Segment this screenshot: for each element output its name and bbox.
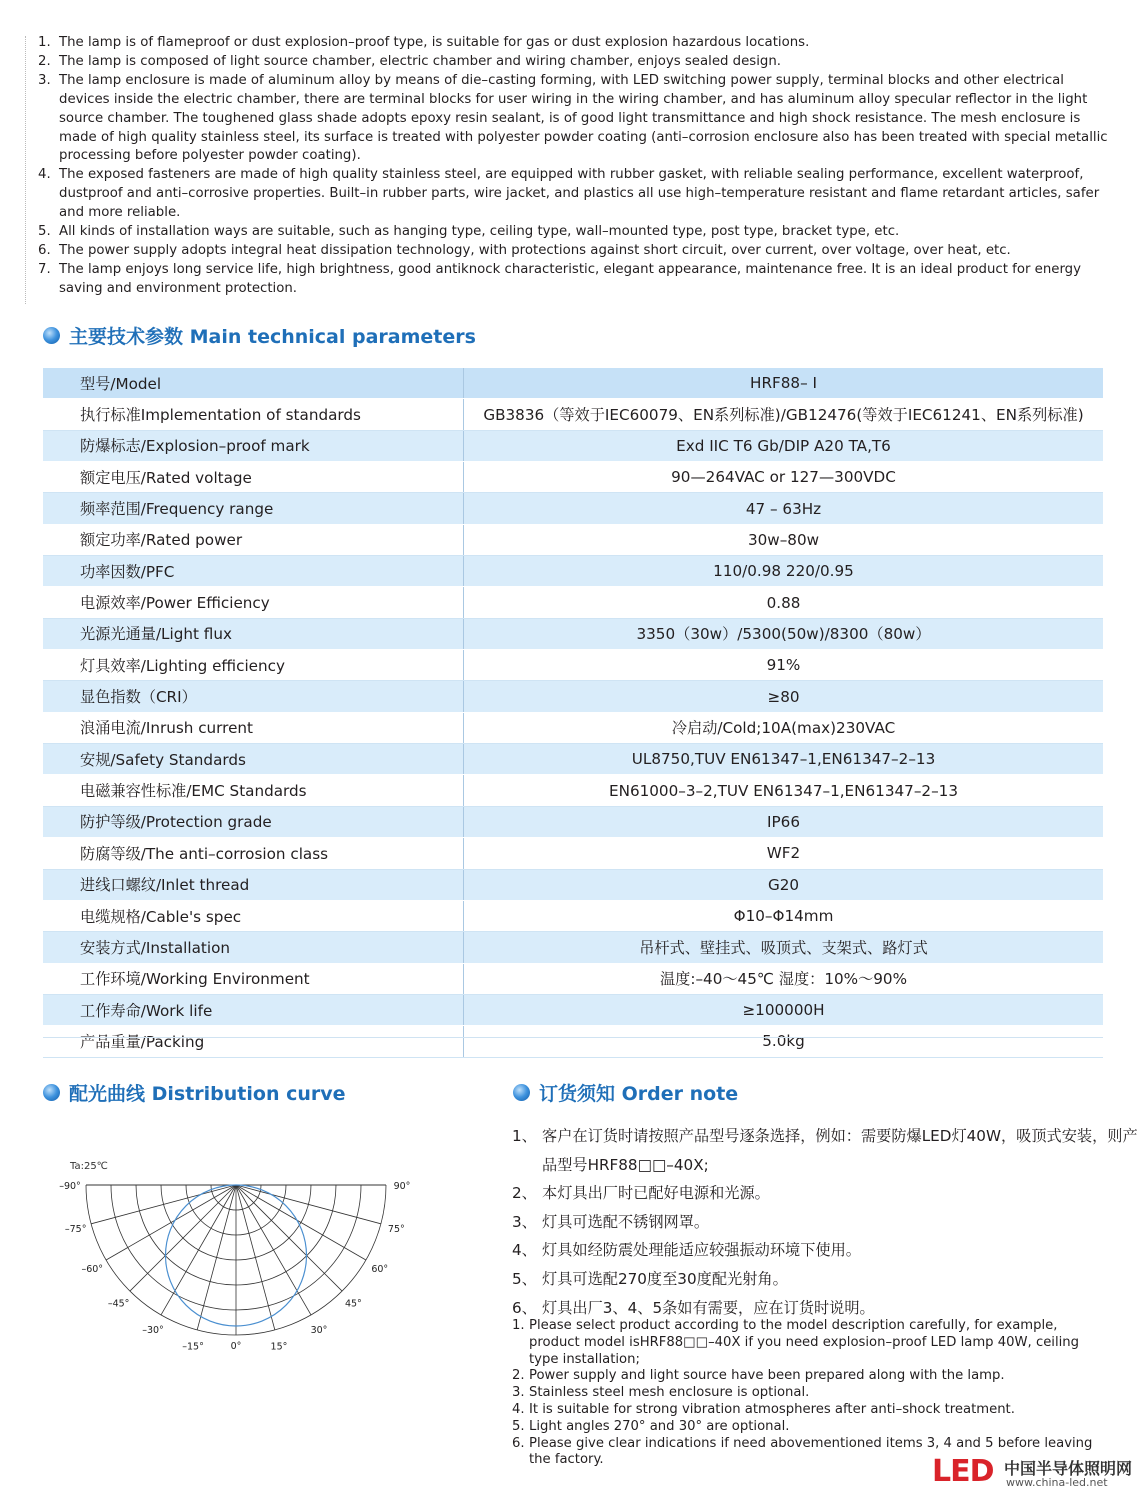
param-value: 0.88 — [464, 587, 1104, 618]
order-section-title: 订货须知 Order note — [513, 1079, 738, 1106]
param-label: 防腐等级/The anti–corrosion class — [43, 838, 464, 869]
table-row — [43, 963, 1103, 994]
table-row — [43, 994, 1103, 1025]
margin-rule — [25, 36, 27, 304]
distribution-curve-diagram — [40, 1150, 440, 1370]
param-label: 电磁兼容性标准/EMC Standards — [43, 775, 464, 806]
grid-ray — [236, 1185, 342, 1291]
item-text: 灯具可选配不锈钢网罩。 — [542, 1212, 710, 1231]
table-row — [43, 1026, 1103, 1057]
item-text: Light angles 270° and 30° are optional. — [529, 1418, 790, 1434]
item-text: All kinds of installation ways are suitable, such as hanging type, ceiling type, wall–mounted type, post type, bracket type, etc. — [59, 224, 900, 240]
item-number: 2. — [38, 53, 51, 69]
param-label: 光源光通量/Light flux — [43, 618, 464, 649]
angle-label: –15° — [182, 1341, 204, 1353]
param-value: UL8750,TUV EN61347–1,EN61347–2–13 — [464, 744, 1104, 775]
item-text: The lamp is of flameproof or dust explosion–proof type, is suitable for gas or dust explosion hazardous locations. — [59, 35, 810, 50]
feature-item — [38, 166, 1113, 223]
table-row — [43, 556, 1103, 587]
param-value: 温度:–40～45℃ 湿度：10%～90% — [464, 963, 1104, 994]
table-row — [43, 587, 1103, 618]
angle-label: 75° — [387, 1223, 405, 1235]
table-row — [43, 524, 1103, 555]
angle-label: –45° — [107, 1298, 130, 1310]
param-value: 30w–80w — [464, 524, 1104, 555]
param-value: 91% — [464, 650, 1104, 681]
grid-ray — [161, 1185, 236, 1315]
item-number: 1. — [512, 1318, 525, 1333]
grid-ray — [236, 1185, 366, 1260]
logo-url: www.china-led.net — [1006, 1476, 1108, 1489]
bullet-icon — [513, 1084, 530, 1101]
order-notes-cn — [512, 1122, 1144, 1322]
item-text: 灯具如经防震处理能适应较强振动环境下使用。 — [542, 1241, 861, 1260]
order-item — [512, 1318, 1112, 1368]
item-number: 2、 — [512, 1184, 537, 1203]
feature-item — [38, 261, 1113, 299]
item-text: It is suitable for strong vibration atmospheres after anti–shock treatment. — [529, 1401, 1015, 1417]
param-label: 型号/Model — [43, 368, 464, 399]
param-label: 安规/Safety Standards — [43, 744, 464, 775]
param-value: HRF88– I — [464, 368, 1104, 399]
item-text: The lamp is composed of light source chamber, electric chamber and wiring chamber, enjoys sealed design. — [59, 53, 781, 69]
table-row — [43, 681, 1103, 712]
param-value: ≥80 — [464, 681, 1104, 712]
item-number: 4. — [512, 1401, 525, 1417]
table-row — [43, 712, 1103, 743]
angle-label: 90° — [393, 1181, 411, 1192]
angle-label: –75° — [64, 1223, 87, 1235]
curve-section-title: 配光曲线 Distribution curve — [43, 1079, 346, 1106]
feature-item — [38, 223, 1113, 242]
angle-label: –90° — [59, 1181, 81, 1192]
item-number: 1. — [38, 35, 51, 50]
parameters-table — [43, 368, 1103, 1058]
bullet-icon — [43, 1084, 60, 1101]
param-value: ≥100000H — [464, 994, 1104, 1025]
param-label: 产品重量/Packing — [43, 1026, 464, 1057]
item-number: 6. — [38, 242, 51, 258]
table-row — [43, 399, 1103, 430]
param-value: 47 – 63Hz — [464, 493, 1104, 524]
item-text: 灯具可选配270度至30度配光射角。 — [542, 1269, 788, 1288]
table-row — [43, 838, 1103, 869]
param-value: Exd IIC T6 Gb/DIP A20 TA,T6 — [464, 430, 1104, 461]
param-label: 灯具效率/Lighting efficiency — [43, 650, 464, 681]
param-value: IP66 — [464, 806, 1104, 837]
item-number: 4. — [38, 167, 51, 183]
param-value: GB3836（等效于IEC60079、EN系列标准)/GB12476(等效于IEC61241、EN系列标准) — [464, 399, 1104, 430]
bullet-icon — [43, 327, 60, 344]
order-item — [512, 1419, 1112, 1436]
order-item — [512, 1265, 1144, 1294]
param-label: 工作寿命/Work life — [43, 994, 464, 1025]
polar-grid — [86, 1185, 389, 1335]
table-row — [43, 806, 1103, 837]
order-item — [512, 1402, 1112, 1419]
item-text: Please give clear indications if need abovementioned items 3, 4 and 5 before leaving the factory. — [529, 1435, 1093, 1468]
item-text: The lamp enclosure is made of aluminum alloy by means of die–casting forming, with LED switching power supply, terminal blocks and other electrical devices inside the electric chamber, there are terminal blocks for user wiring in the wiring chamber, and has aluminum alloy specular reflector in the light source chamber. The toughened glass shade adopts epoxy resin sealant, is of good light transmittance and high shock resistance. The mesh enclosure is made of high quality stainless steel, its surface is treated with polyester powder coating (anti–corrosion enclosure also has been treated with special metallic processing before polyester powder coating). — [59, 72, 1108, 164]
param-label: 进线口螺纹/Inlet thread — [43, 869, 464, 900]
table-row — [43, 650, 1103, 681]
angle-label: 60° — [371, 1264, 389, 1275]
param-value: 吊杆式、壁挂式、吸顶式、支架式、路灯式 — [464, 932, 1104, 963]
param-label: 额定功率/Rated power — [43, 524, 464, 555]
item-number: 5. — [512, 1418, 525, 1434]
param-label: 电源效率/Power Efficiency — [43, 587, 464, 618]
grid-ray — [130, 1185, 236, 1291]
params-section-title: 主要技术参数 Main technical parameters — [43, 322, 476, 349]
order-notes-en — [512, 1318, 1112, 1469]
item-number: 3、 — [512, 1212, 537, 1231]
item-text: Please select product according to the model description carefully, for example, product model isHRF88□□–40X if you need explosion–proof LED lamp 40W, ceiling type installation; — [529, 1318, 1080, 1367]
angle-label: 15° — [270, 1341, 288, 1353]
ta-label: Ta:25℃ — [70, 1161, 108, 1172]
feature-list — [38, 34, 1113, 299]
item-text: Stainless steel mesh enclosure is optional. — [529, 1385, 810, 1401]
order-item — [512, 1385, 1112, 1402]
param-label: 浪涌电流/Inrush current — [43, 712, 464, 743]
angle-label: –60° — [81, 1264, 104, 1275]
table-row — [43, 900, 1103, 931]
item-number: 6、 — [512, 1298, 537, 1317]
order-item — [512, 1179, 1144, 1208]
param-value: 5.0kg — [464, 1026, 1104, 1057]
table-row — [43, 462, 1103, 493]
angle-label: 0° — [230, 1341, 242, 1352]
angle-label: –30° — [142, 1324, 164, 1336]
table-row — [43, 869, 1103, 900]
param-label: 电缆规格/Cable's spec — [43, 900, 464, 931]
item-number: 4、 — [512, 1241, 537, 1260]
param-label: 额定电压/Rated voltage — [43, 462, 464, 493]
logo-name: 中国半导体照明网 — [1004, 1459, 1133, 1478]
order-item — [512, 1236, 1144, 1265]
item-number: 3. — [38, 72, 51, 88]
table-row — [43, 744, 1103, 775]
table-row — [43, 932, 1103, 963]
order-item — [512, 1122, 1144, 1179]
param-value: 冷启动/Cold;10A(max)230VAC — [464, 712, 1104, 743]
feature-item — [38, 72, 1113, 167]
item-text: The exposed fasteners are made of high quality stainless steel, are equipped with rubber gasket, with reliable sealing performance, excellent waterproof, dustproof and anti–corrosive properties. Built–in rubber parts, wire jacket, and plastics all use high–temperature resistant and flame retardant articles, safer and more reliable. — [59, 167, 1100, 221]
param-value: 90—264VAC or 127—300VDC — [464, 462, 1104, 493]
order-item — [512, 1208, 1144, 1237]
item-text: 本灯具出厂时已配好电源和光源。 — [542, 1184, 770, 1203]
table-row — [43, 618, 1103, 649]
item-number: 7. — [38, 261, 51, 277]
table-bottom-rule — [43, 1037, 1103, 1038]
param-value: G20 — [464, 869, 1104, 900]
param-label: 防护等级/Protection grade — [43, 806, 464, 837]
table-row — [43, 368, 1103, 399]
table-row — [43, 430, 1103, 461]
item-number: 6. — [512, 1435, 525, 1451]
item-text: The power supply adopts integral heat dissipation technology, with protections against short circuit, over current, over voltage, over heat, etc. — [59, 242, 1011, 258]
param-label: 执行标准Implementation of standards — [43, 399, 464, 430]
item-number: 1、 — [512, 1127, 537, 1145]
table-row — [43, 775, 1103, 806]
feature-item — [38, 34, 1113, 53]
table-row — [43, 493, 1103, 524]
grid-ray — [236, 1185, 311, 1315]
param-value: Φ10–Φ14mm — [464, 900, 1104, 931]
angle-label: 45° — [344, 1298, 362, 1310]
param-value: EN61000–3–2,TUV EN61347–1,EN61347–2–13 — [464, 775, 1104, 806]
item-number: 5、 — [512, 1269, 537, 1288]
feature-item — [38, 53, 1113, 72]
param-value: 3350（30w）/5300(50w)/8300（80w） — [464, 618, 1104, 649]
grid-ray — [106, 1185, 236, 1260]
item-text: The lamp enjoys long service life, high brightness, good antiknock characteristic, elegant appearance, maintenance free. It is an ideal product for energy saving and environment protection. — [59, 261, 1081, 296]
item-number: 3. — [512, 1385, 525, 1401]
param-label: 显色指数（CRI） — [43, 681, 464, 712]
param-label: 安装方式/Installation — [43, 932, 464, 963]
feature-item — [38, 242, 1113, 261]
param-label: 工作环境/Working Environment — [43, 963, 464, 994]
order-item — [512, 1368, 1112, 1385]
item-text: 客户在订货时请按照产品型号逐条选择，例如：需要防爆LED灯40W，吸顶式安装，则产品型号HRF88□□–40X; — [542, 1127, 1138, 1174]
item-text: Power supply and light source have been prepared along with the lamp. — [529, 1368, 1005, 1384]
item-text: 灯具出厂3、4、5条如有需要，应在订货时说明。 — [542, 1298, 875, 1317]
param-label: 功率因数/PFC — [43, 556, 464, 587]
item-number: 5. — [38, 224, 51, 240]
angle-labels — [59, 1181, 410, 1352]
item-number: 2. — [512, 1368, 525, 1384]
param-value: 110/0.98 220/0.95 — [464, 556, 1104, 587]
site-logo — [932, 1452, 1138, 1492]
param-value: WF2 — [464, 838, 1104, 869]
param-label: 防爆标志/Explosion–proof mark — [43, 430, 464, 461]
param-label: 频率范围/Frequency range — [43, 493, 464, 524]
logo-mark: LED — [932, 1454, 994, 1489]
angle-label: 30° — [310, 1324, 328, 1336]
